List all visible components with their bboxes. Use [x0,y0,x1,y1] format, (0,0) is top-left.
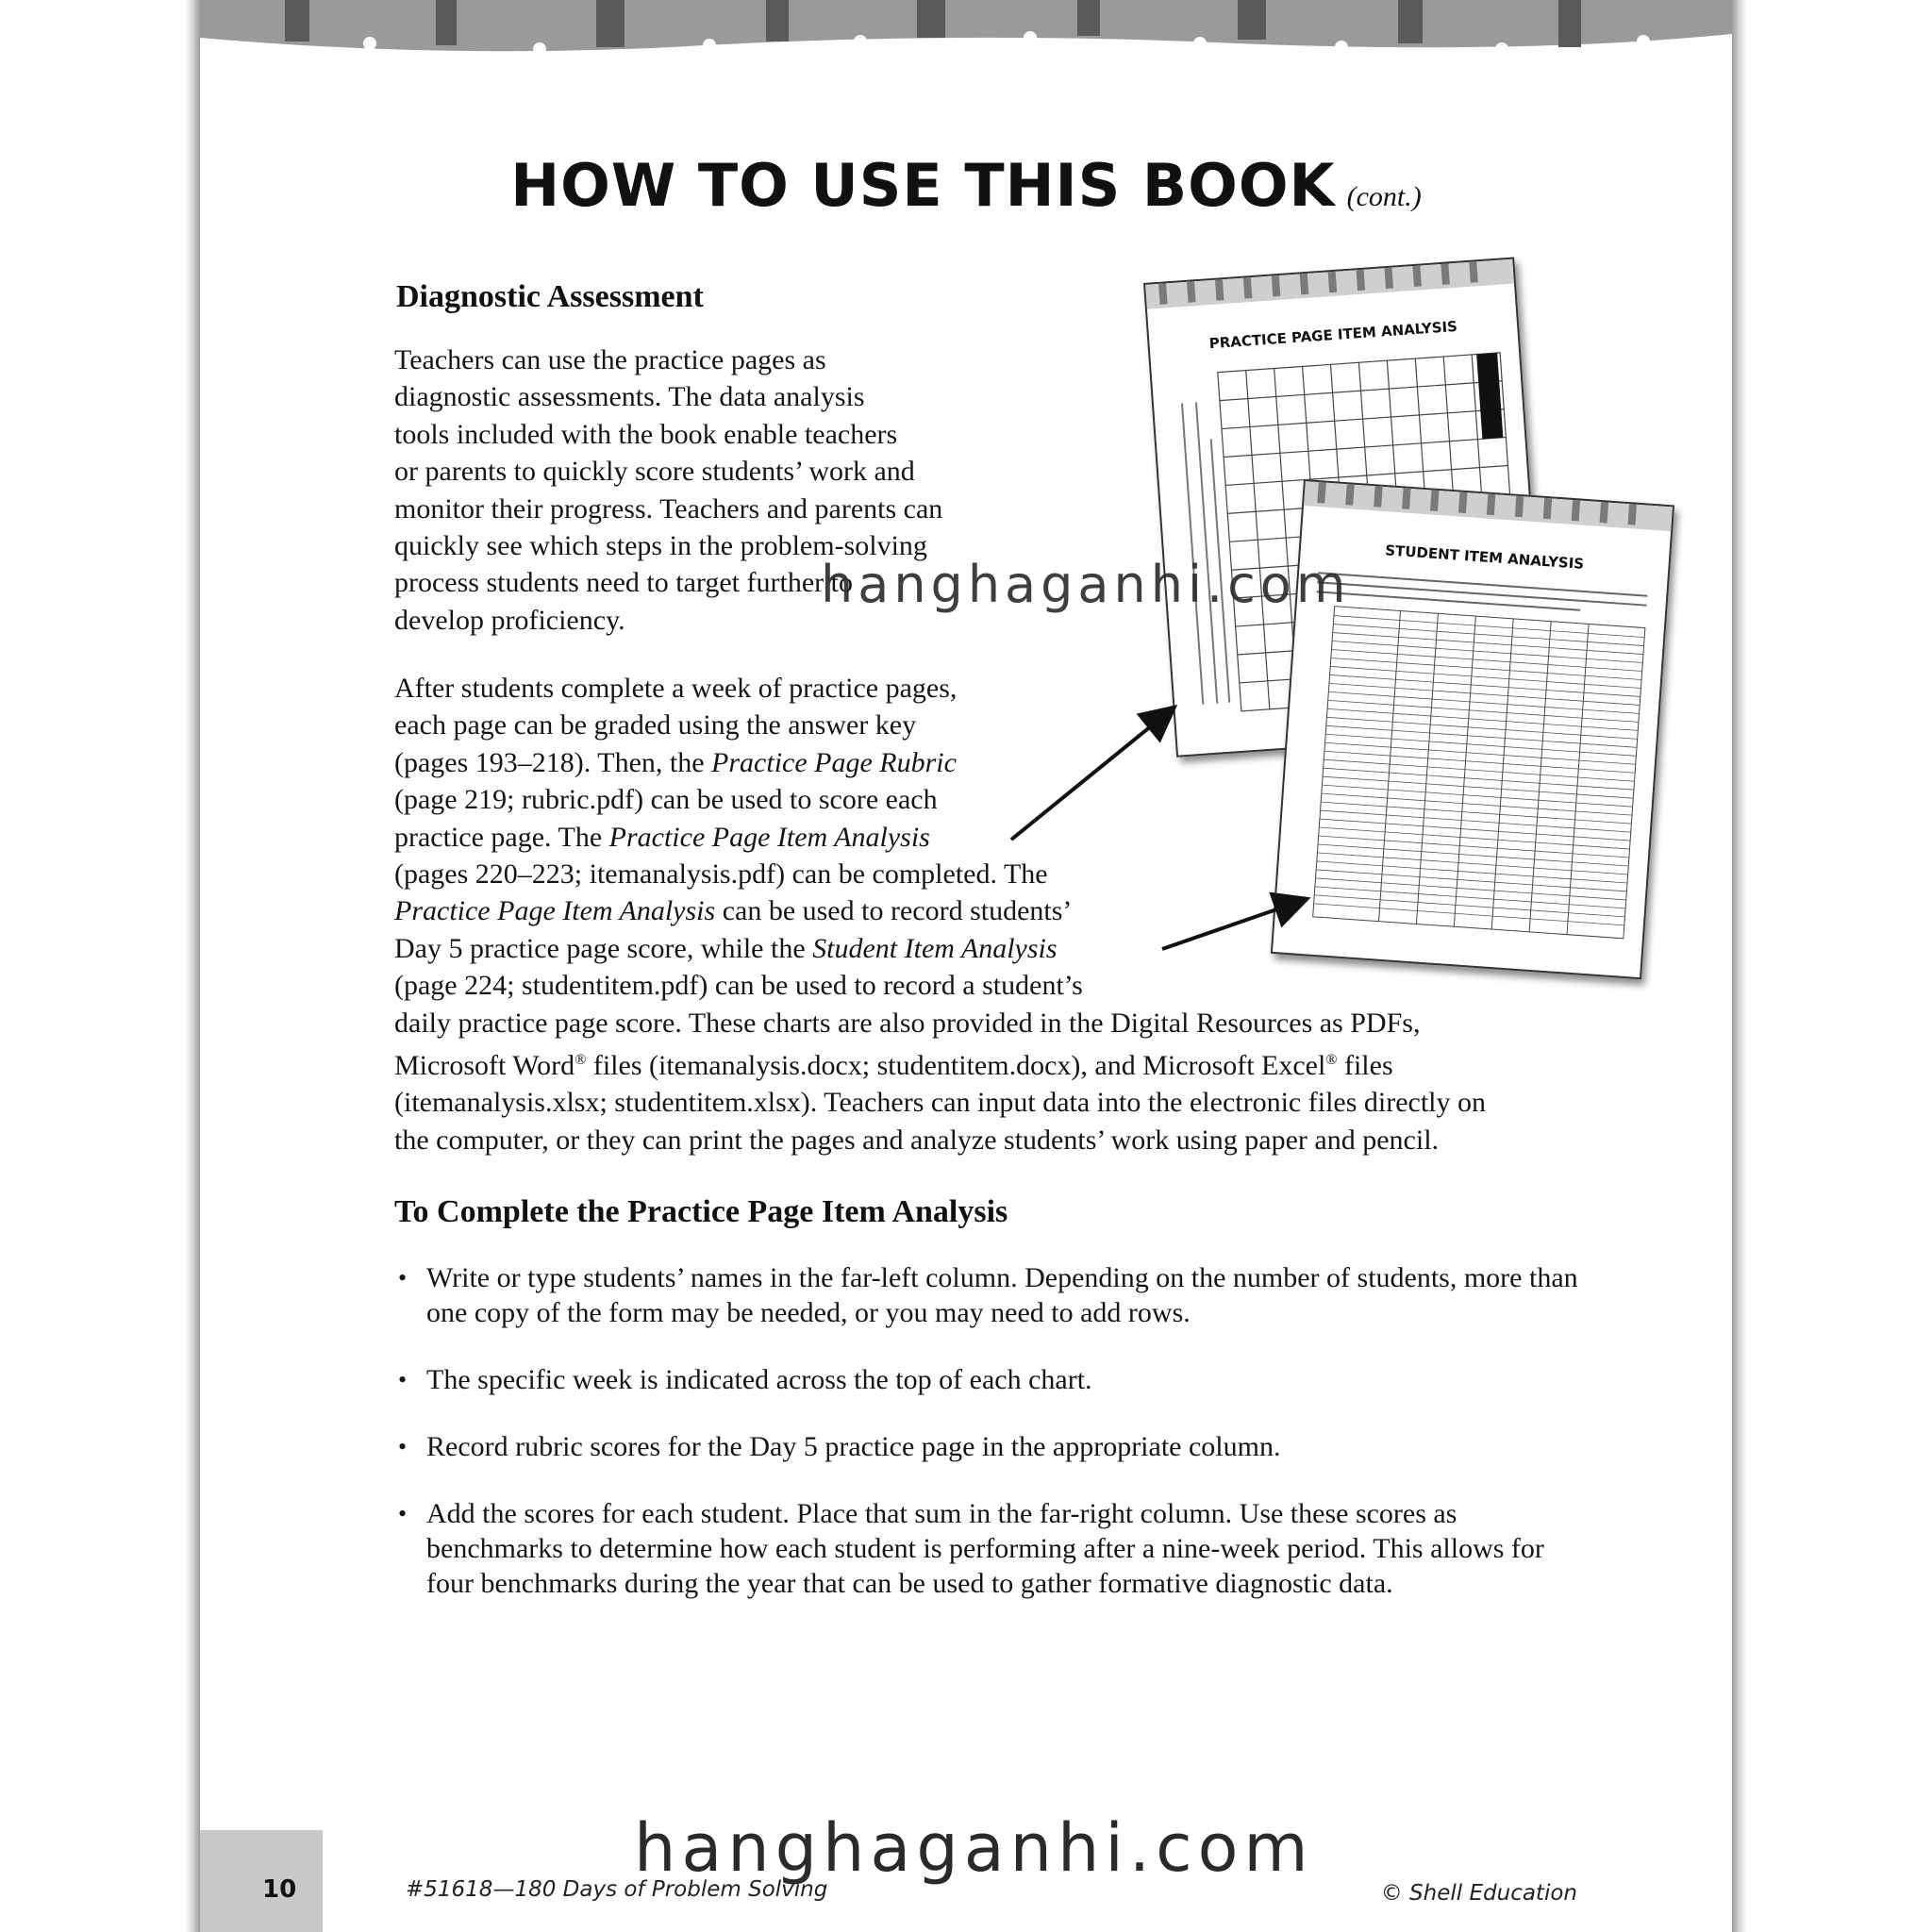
page-number: 10 [262,1875,297,1904]
para2-text: files [1337,1050,1393,1082]
para2-text: (pages 193–218). Then, the [394,746,712,778]
para2-line: (itemanalysis.xlsx; studentitem.xlsx). Teachers can input data into the electronic files directly on [394,1087,1487,1119]
student-item-analysis-ref: Student Item Analysis [812,932,1058,964]
instruction-item: • Add the scores for each student. Place that sum in the far-right column. Use these scores as benchmarks to determine how each student is performing after a nine-week period. This allows for four benchmarks during the year that can be used to gather formative diagnostic data. [426,1496,1587,1601]
para2-line: (page 219; rubric.pdf) can be used to score each [394,784,938,816]
item-analysis-title-ref: Practice Page Item Analysis [608,821,930,853]
para2-text: can be used to record students’ [715,895,1073,927]
thumbnail-back-title: PRACTICE PAGE ITEM ANALYSIS [1208,317,1458,353]
title-text: HOW TO USE THIS BOOK [510,151,1336,220]
para2-text: practice page. The [394,821,609,853]
para2-line: (page 224; studentitem.pdf) can be used to record a student’s [394,970,1083,1002]
para1-line: quickly see which steps in the problem-solving [394,530,927,562]
arrow-to-student-item-analysis [1162,900,1304,949]
complete-analysis-heading: To Complete the Practice Page Item Analysis [394,1194,1008,1229]
para2-line [394,1041,1732,1084]
para1-line: Teachers can use the practice pages as [394,344,826,375]
arrow-to-item-analysis [1011,709,1172,840]
pointer-arrows [200,0,1732,1038]
title-suffix: (cont.) [1346,181,1422,212]
instruction-item: • The specific week is indicated across the top of each chart. [426,1362,1587,1397]
registered-mark: ® [1325,1052,1338,1069]
page-number-tab [200,1830,323,1932]
diagnostic-assessment-heading: Diagnostic Assessment [396,279,704,314]
rubric-title-ref: Practice Page Rubric [711,746,957,778]
instruction-item: • Record rubric scores for the Day 5 practice page in the appropriate column. [426,1429,1587,1464]
item-analysis-title-ref: Practice Page Item Analysis [394,895,716,927]
watermark-upper: hanghaganhi.com [821,555,1351,614]
para2-line: the computer, or they can print the pages and analyze students’ work using paper and pencil. [394,1124,1440,1156]
book-page [200,0,1732,1932]
para2-line: (pages 220–223; itemanalysis.pdf) can be completed. The [394,858,1048,891]
left-page-shadow [0,0,200,1932]
para1-line: develop proficiency. [394,604,625,636]
para1-line: monitor their progress. Teachers and parents can [394,492,943,525]
publisher-credit: © Shell Education [1380,1881,1577,1906]
instructions-list [426,1260,1587,1633]
para1-line: process students need to target further to [394,567,853,599]
para1-line: diagnostic assessments. The data analysis [394,381,865,413]
registered-mark: ® [575,1052,587,1069]
para2-text: Day 5 practice page score, while the [394,932,813,964]
para2-line: each page can be graded using the answer key [394,709,917,741]
book-reference: #51618—180 Days of Problem Solving [406,1877,828,1902]
right-page-shadow [1732,0,1932,1932]
para2-text: files (itemanalysis.docx; studentitem.docx), and Microsoft Excel [586,1050,1326,1082]
para2-line: daily practice page score. These charts are also provided in the Digital Resources as PDFs, [394,1007,1421,1039]
para1-line: tools included with the book enable teachers [394,418,898,450]
watermark-lower: hanghaganhi.com [634,1809,1314,1887]
para1-line: or parents to quickly score students’ work and [394,456,915,488]
thumbnail-front-title: STUDENT ITEM ANALYSIS [1384,541,1585,573]
instruction-item: • Write or type students’ names in the far-left column. Depending on the number of students, more than one copy of the form may be needed, or you may need to add rows. [426,1260,1587,1330]
para2-text: Microsoft Word [394,1050,575,1082]
para2-line: After students complete a week of practice pages, [394,673,958,704]
